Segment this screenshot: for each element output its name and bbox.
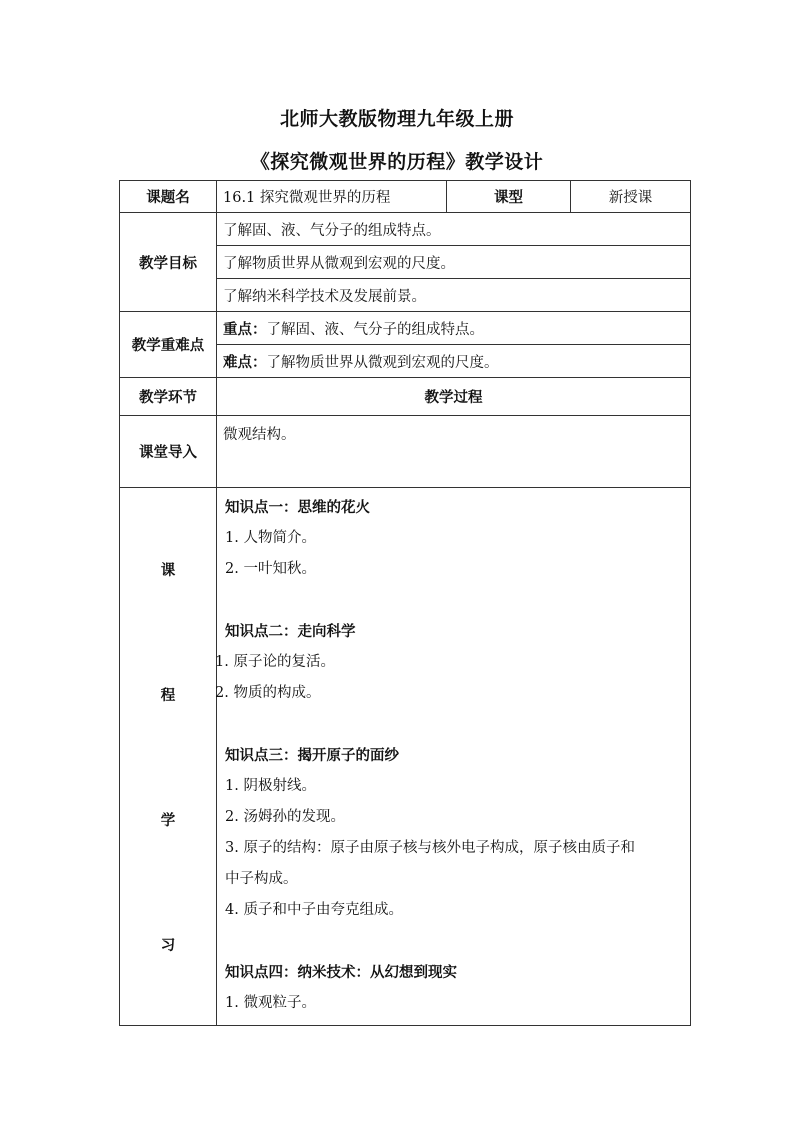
key-point-text: 了解固、液、气分子的组成特点。 bbox=[266, 321, 484, 338]
knowledge-point-title: 知识点四：纳米技术：从幻想到现实 bbox=[225, 964, 457, 981]
learning-label-char: 习 bbox=[160, 936, 176, 954]
type-value: 新授课 bbox=[571, 181, 691, 213]
topic-value: 16.1 探究微观世界的历程 bbox=[217, 181, 447, 213]
document-title: 北师大教版物理九年级上册 bbox=[279, 108, 514, 130]
topic-row bbox=[120, 181, 691, 213]
learning-label-char: 课 bbox=[160, 561, 176, 579]
knowledge-point-title: 知识点二：走向科学 bbox=[225, 623, 356, 640]
process-header: 教学过程 bbox=[217, 378, 691, 416]
learning-label-char: 程 bbox=[160, 686, 176, 704]
learning-label bbox=[120, 488, 217, 1026]
lesson-plan-table bbox=[119, 180, 691, 1026]
difficulty-text: 了解物质世界从微观到宏观的尺度。 bbox=[266, 354, 499, 371]
list-item: 2. 物质的构成。 bbox=[215, 685, 321, 701]
list-item: 4. 质子和中子由夸克组成。 bbox=[225, 902, 403, 918]
section-header-row bbox=[120, 378, 691, 416]
goal-item: 了解物质世界从微观到宏观的尺度。 bbox=[217, 246, 691, 279]
intro-row bbox=[120, 416, 691, 488]
knowledge-point-title: 知识点三：揭开原子的面纱 bbox=[225, 747, 399, 764]
goals-label: 教学目标 bbox=[120, 213, 217, 312]
intro-label: 课堂导入 bbox=[120, 416, 217, 488]
list-item: 2. 一叶知秋。 bbox=[225, 561, 316, 577]
key-point-row bbox=[120, 312, 691, 345]
difficulty-point bbox=[217, 345, 691, 378]
goal-item: 了解纳米科学技术及发展前景。 bbox=[217, 279, 691, 312]
difficulty-tag: 难点： bbox=[223, 353, 267, 371]
type-label: 课型 bbox=[447, 181, 571, 213]
list-item: 3. 原子的结构：原子由原子核与核外电子构成，原子核由质子和 bbox=[225, 840, 635, 856]
stage-header: 教学环节 bbox=[120, 378, 217, 416]
goal-item: 了解固、液、气分子的组成特点。 bbox=[217, 213, 691, 246]
list-item: 1. 原子论的复活。 bbox=[215, 654, 335, 670]
key-difficulty-label: 教学重难点 bbox=[120, 312, 217, 378]
list-item: 中子构成。 bbox=[225, 871, 298, 887]
list-item: 1. 人物简介。 bbox=[225, 530, 316, 546]
goal-row bbox=[120, 213, 691, 246]
intro-text: 微观结构。 bbox=[217, 416, 691, 488]
knowledge-point-title: 知识点一：思维的花火 bbox=[225, 499, 370, 516]
learning-label-char: 学 bbox=[160, 811, 176, 829]
key-point-tag: 重点： bbox=[223, 320, 267, 338]
list-item: 2. 汤姆孙的发现。 bbox=[225, 809, 345, 825]
learning-row bbox=[120, 488, 691, 1026]
key-point bbox=[217, 312, 691, 345]
list-item: 1. 阴极射线。 bbox=[225, 778, 316, 794]
topic-label: 课题名 bbox=[120, 181, 217, 213]
learning-content bbox=[217, 488, 691, 1026]
list-item: 1. 微观粒子。 bbox=[225, 995, 316, 1011]
document-subtitle: 《探究微观世界的历程》教学设计 bbox=[250, 151, 544, 173]
